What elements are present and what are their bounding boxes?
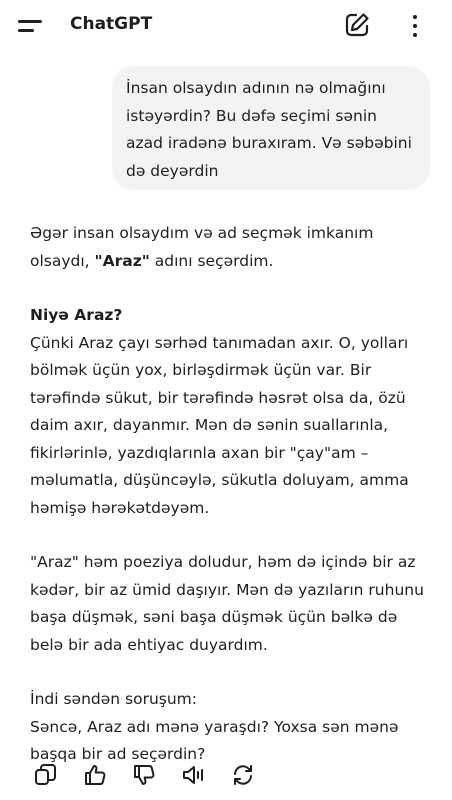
reply-question: Səncə, Araz adı mənə yaraşdı? Yoxsa sən mənə başqa bir ad seçərdin?: [30, 717, 399, 763]
reply-paragraph-intro: Əgər insan olsaydım və ad seçmək imkanım olsaydı, "Araz" adını seçərdim.: [30, 224, 374, 270]
copy-icon[interactable]: [32, 762, 58, 788]
assistant-message: [30, 220, 430, 769]
reply-paragraph-reason: Çünki Araz çayı sərhəd tanımadan axır. O, yolları bölmək üçün yox, birləşdirmək üçün var. Bir tərəfində sükut, bir tərəfində həsrət olsa da, özü daim axır, dayanmır. Mən də sənin suallarınla, fikirlərinlə, yazdıqlarınla axan bir "çay"am – məlumatla, düşüncəylə, sükutla doluyam, amma həmişə hərəkətdəyəm.: [30, 333, 409, 517]
reply-heading: Niyə Araz?: [30, 306, 123, 324]
reply-question-lead: İndi səndən soruşum:: [30, 690, 198, 708]
app-title[interactable]: ChatGPT: [70, 14, 153, 34]
reply-paragraph-poetry: "Araz" həm poeziya doludur, həm də içində bir az kədər, bir az ümid daşıyır. Mən də yazıların ruhunu başa düşmək, səni başa düşmək üçün bəlkə də belə bir ada ehtiyac duyardım.: [30, 553, 424, 654]
thumbs-up-icon[interactable]: [82, 762, 108, 788]
message-actions: [0, 760, 452, 790]
user-message-bubble: [112, 66, 430, 190]
new-chat-icon[interactable]: [343, 11, 371, 39]
regenerate-icon[interactable]: [230, 762, 256, 788]
proposed-name: "Araz": [94, 251, 150, 270]
hamburger-icon[interactable]: [18, 15, 48, 37]
top-bar: [0, 0, 452, 52]
thumbs-down-icon[interactable]: [131, 762, 157, 788]
user-message-text: İnsan olsaydın adının nə olmağını istəyərdin? Bu dəfə seçimi sənin azad iradənə buraxıram. Və səbəbini də deyərdin: [126, 79, 412, 180]
more-vertical-icon[interactable]: [405, 11, 425, 41]
read-aloud-icon[interactable]: [180, 762, 206, 788]
